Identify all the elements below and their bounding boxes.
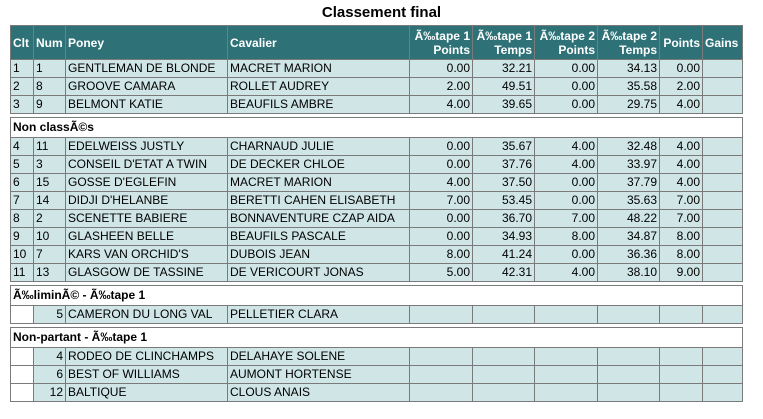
cell-clt — [11, 384, 34, 402]
cell-etape2-points: 0.00 — [535, 96, 598, 114]
cell-clt: 4 — [11, 138, 34, 156]
cell-num: 6 — [34, 366, 66, 384]
cell-points: 7.00 — [660, 192, 703, 210]
cell-clt: 5 — [11, 156, 34, 174]
cell-points — [660, 306, 703, 324]
table-row — [11, 174, 743, 192]
cell-etape2-points: 7.00 — [535, 210, 598, 228]
cell-gains — [703, 60, 743, 78]
cell-etape2-temps: 36.36 — [598, 246, 660, 264]
table-row — [11, 78, 743, 96]
cell-num: 4 — [34, 348, 66, 366]
cell-etape1-temps: 37.76 — [473, 156, 535, 174]
cell-etape1-temps: 34.93 — [473, 228, 535, 246]
cell-etape1-temps: 37.50 — [473, 174, 535, 192]
cell-etape2-temps: 34.13 — [598, 60, 660, 78]
cell-etape1-points: 0.00 — [410, 156, 473, 174]
cell-etape2-points — [535, 384, 598, 402]
cell-cavalier: DELAHAYE SOLENE — [228, 348, 410, 366]
cell-etape1-temps: 42.31 — [473, 264, 535, 282]
cell-poney: BELMONT KATIE — [66, 96, 228, 114]
cell-num: 2 — [34, 210, 66, 228]
header-etape2-points — [535, 26, 598, 60]
header-etape2-temps-line1: Ã‰tape 2 — [601, 28, 657, 43]
cell-gains — [703, 348, 743, 366]
header-num: Num — [34, 26, 66, 60]
cell-etape1-points — [410, 348, 473, 366]
cell-etape2-temps — [598, 306, 660, 324]
cell-etape1-temps — [473, 348, 535, 366]
cell-etape2-points: 8.00 — [535, 228, 598, 246]
cell-clt: 1 — [11, 60, 34, 78]
cell-num: 7 — [34, 246, 66, 264]
cell-poney: SCENETTE BABIERE — [66, 210, 228, 228]
header-cavalier: Cavalier — [228, 26, 410, 60]
cell-etape1-temps: 53.45 — [473, 192, 535, 210]
section-elimine-label: Ã‰liminÃ© - Ã‰tape 1 — [11, 286, 743, 306]
cell-etape1-temps: 41.24 — [473, 246, 535, 264]
cell-etape1-points: 7.00 — [410, 192, 473, 210]
cell-cavalier: MACRET MARION — [228, 174, 410, 192]
cell-etape1-temps: 39.65 — [473, 96, 535, 114]
cell-points: 0.00 — [660, 60, 703, 78]
cell-gains — [703, 138, 743, 156]
table-row — [11, 192, 743, 210]
cell-cavalier: BERETTI CAHEN ELISABETH — [228, 192, 410, 210]
cell-etape1-points: 0.00 — [410, 60, 473, 78]
header-clt: Clt — [11, 26, 34, 60]
cell-num: 14 — [34, 192, 66, 210]
section-non-classes-label: Non classÃ©s — [11, 118, 743, 138]
results-table — [10, 25, 743, 402]
cell-etape2-temps: 34.87 — [598, 228, 660, 246]
cell-gains — [703, 96, 743, 114]
cell-cavalier: AUMONT HORTENSE — [228, 366, 410, 384]
cell-etape2-points: 4.00 — [535, 264, 598, 282]
cell-points: 2.00 — [660, 78, 703, 96]
table-row — [11, 138, 743, 156]
cell-points: 4.00 — [660, 96, 703, 114]
cell-num: 1 — [34, 60, 66, 78]
cell-points — [660, 384, 703, 402]
cell-cavalier: CHARNAUD JULIE — [228, 138, 410, 156]
cell-poney: KARS VAN ORCHID'S — [66, 246, 228, 264]
cell-poney: BALTIQUE — [66, 384, 228, 402]
cell-cavalier: DE VERICOURT JONAS — [228, 264, 410, 282]
cell-etape2-temps — [598, 366, 660, 384]
cell-num: 12 — [34, 384, 66, 402]
table-row — [11, 366, 743, 384]
cell-etape1-points: 4.00 — [410, 96, 473, 114]
cell-poney: BEST OF WILLIAMS — [66, 366, 228, 384]
cell-clt: 6 — [11, 174, 34, 192]
cell-etape1-points: 0.00 — [410, 138, 473, 156]
cell-clt: 11 — [11, 264, 34, 282]
cell-points: 8.00 — [660, 246, 703, 264]
cell-etape1-points: 5.00 — [410, 264, 473, 282]
cell-etape2-temps: 35.58 — [598, 78, 660, 96]
cell-gains — [703, 78, 743, 96]
cell-cavalier: CLOUS ANAIS — [228, 384, 410, 402]
section-elimine — [11, 286, 743, 306]
header-etape1-points-line1: Ã‰tape 1 — [414, 28, 470, 43]
table-row — [11, 96, 743, 114]
cell-etape1-temps: 32.21 — [473, 60, 535, 78]
header-etape1-temps-line1: Ã‰tape 1 — [476, 28, 532, 43]
table-header-row — [11, 26, 743, 60]
table-row — [11, 384, 743, 402]
cell-etape1-points: 0.00 — [410, 210, 473, 228]
cell-etape2-points: 0.00 — [535, 78, 598, 96]
cell-points — [660, 366, 703, 384]
cell-num: 5 — [34, 306, 66, 324]
cell-gains — [703, 384, 743, 402]
table-row — [11, 264, 743, 282]
cell-poney: GLASHEEN BELLE — [66, 228, 228, 246]
cell-etape2-points: 0.00 — [535, 192, 598, 210]
cell-num: 11 — [34, 138, 66, 156]
table-row — [11, 246, 743, 264]
cell-etape2-points — [535, 306, 598, 324]
section-non-classes — [11, 118, 743, 138]
cell-etape2-points: 4.00 — [535, 156, 598, 174]
cell-etape1-points — [410, 306, 473, 324]
cell-num: 8 — [34, 78, 66, 96]
cell-etape2-temps: 38.10 — [598, 264, 660, 282]
header-etape1-temps-line2: Temps — [494, 42, 532, 57]
cell-clt: 10 — [11, 246, 34, 264]
cell-etape2-temps — [598, 384, 660, 402]
cell-poney: GROOVE CAMARA — [66, 78, 228, 96]
cell-clt: 8 — [11, 210, 34, 228]
cell-etape1-temps: 49.51 — [473, 78, 535, 96]
cell-poney: GLASGOW DE TASSINE — [66, 264, 228, 282]
header-etape2-temps-line2: Temps — [619, 42, 657, 57]
cell-points: 9.00 — [660, 264, 703, 282]
cell-num: 9 — [34, 96, 66, 114]
cell-etape2-temps: 37.79 — [598, 174, 660, 192]
cell-etape2-points: 0.00 — [535, 60, 598, 78]
cell-etape2-temps: 35.63 — [598, 192, 660, 210]
cell-gains — [703, 228, 743, 246]
cell-poney: DIDJI D'HELANBE — [66, 192, 228, 210]
cell-etape1-points: 2.00 — [410, 78, 473, 96]
cell-poney: EDELWEISS JUSTLY — [66, 138, 228, 156]
header-poney: Poney — [66, 26, 228, 60]
cell-cavalier: BEAUFILS AMBRE — [228, 96, 410, 114]
cell-etape1-temps — [473, 384, 535, 402]
cell-etape2-points: 0.00 — [535, 246, 598, 264]
header-etape2-points-line2: Points — [558, 42, 595, 57]
table-row — [11, 228, 743, 246]
cell-etape2-temps — [598, 348, 660, 366]
cell-etape2-temps: 32.48 — [598, 138, 660, 156]
cell-cavalier: BEAUFILS PASCALE — [228, 228, 410, 246]
cell-etape1-points — [410, 366, 473, 384]
cell-etape1-points: 4.00 — [410, 174, 473, 192]
cell-etape1-points: 0.00 — [410, 228, 473, 246]
cell-points: 4.00 — [660, 174, 703, 192]
cell-poney: GOSSE D'EGLEFIN — [66, 174, 228, 192]
cell-etape2-points — [535, 366, 598, 384]
cell-points: 8.00 — [660, 228, 703, 246]
cell-points: 7.00 — [660, 210, 703, 228]
section-non-partant-label: Non-partant - Ã‰tape 1 — [11, 328, 743, 348]
cell-cavalier: DUBOIS JEAN — [228, 246, 410, 264]
cell-cavalier: ROLLET AUDREY — [228, 78, 410, 96]
cell-etape2-temps: 33.97 — [598, 156, 660, 174]
header-etape1-temps — [473, 26, 535, 60]
cell-num: 15 — [34, 174, 66, 192]
cell-gains — [703, 174, 743, 192]
table-row — [11, 156, 743, 174]
cell-gains — [703, 156, 743, 174]
cell-poney: RODEO DE CLINCHAMPS — [66, 348, 228, 366]
header-etape1-points-line2: Points — [433, 42, 470, 57]
cell-num: 10 — [34, 228, 66, 246]
cell-clt: 9 — [11, 228, 34, 246]
cell-etape1-temps — [473, 366, 535, 384]
cell-etape2-points: 0.00 — [535, 174, 598, 192]
cell-clt — [11, 306, 34, 324]
cell-etape2-temps: 48.22 — [598, 210, 660, 228]
cell-etape2-temps: 29.75 — [598, 96, 660, 114]
table-row — [11, 60, 743, 78]
cell-poney: CAMERON DU LONG VAL — [66, 306, 228, 324]
cell-points: 4.00 — [660, 156, 703, 174]
cell-clt: 3 — [11, 96, 34, 114]
header-etape2-points-line1: Ã‰tape 2 — [539, 28, 595, 43]
cell-etape1-points: 8.00 — [410, 246, 473, 264]
cell-etape2-points — [535, 348, 598, 366]
cell-gains — [703, 246, 743, 264]
table-row — [11, 348, 743, 366]
header-points: Points — [660, 26, 703, 60]
cell-gains — [703, 210, 743, 228]
cell-num: 3 — [34, 156, 66, 174]
cell-clt — [11, 366, 34, 384]
cell-num: 13 — [34, 264, 66, 282]
cell-etape1-temps: 36.70 — [473, 210, 535, 228]
cell-etape2-points: 4.00 — [535, 138, 598, 156]
header-etape1-points — [410, 26, 473, 60]
cell-clt — [11, 348, 34, 366]
cell-cavalier: BONNAVENTURE CZAP AIDA — [228, 210, 410, 228]
cell-clt: 7 — [11, 192, 34, 210]
cell-etape1-temps — [473, 306, 535, 324]
table-row — [11, 210, 743, 228]
cell-etape1-temps: 35.67 — [473, 138, 535, 156]
cell-poney: GENTLEMAN DE BLONDE — [66, 60, 228, 78]
section-non-partant — [11, 328, 743, 348]
header-gains: Gains — [703, 26, 743, 60]
cell-poney: CONSEIL D'ETAT A TWIN — [66, 156, 228, 174]
cell-points — [660, 348, 703, 366]
cell-gains — [703, 306, 743, 324]
header-etape2-temps — [598, 26, 660, 60]
cell-etape1-points — [410, 384, 473, 402]
cell-clt: 2 — [11, 78, 34, 96]
cell-points: 4.00 — [660, 138, 703, 156]
cell-gains — [703, 264, 743, 282]
page-title: Classement final — [321, 4, 442, 21]
cell-cavalier: PELLETIER CLARA — [228, 306, 410, 324]
cell-gains — [703, 366, 743, 384]
cell-gains — [703, 192, 743, 210]
table-row — [11, 306, 743, 324]
cell-cavalier: MACRET MARION — [228, 60, 410, 78]
cell-cavalier: DE DECKER CHLOE — [228, 156, 410, 174]
